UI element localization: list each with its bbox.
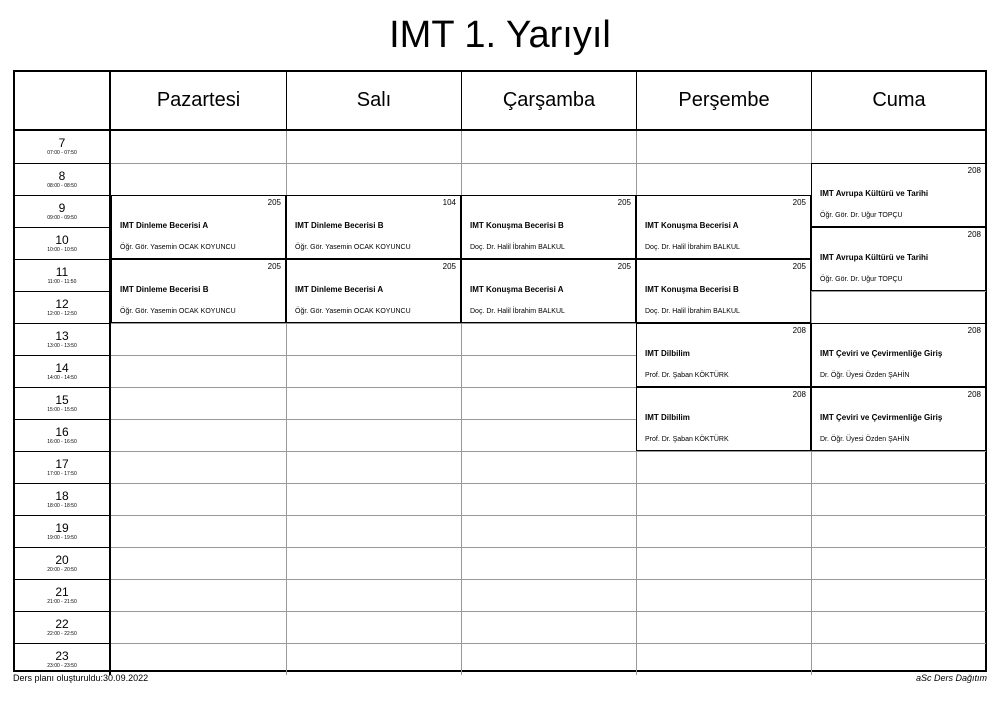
empty-slot[interactable] [811, 515, 986, 547]
lesson-room: 208 [792, 390, 806, 399]
lesson-teacher: Öğr. Gör. Dr. Uğur TOPÇU [820, 276, 903, 283]
lesson-card[interactable] [811, 323, 986, 387]
empty-slot[interactable] [636, 163, 811, 195]
empty-slot[interactable] [111, 515, 286, 547]
period-time-range: 12:00 - 12:50 [47, 311, 77, 317]
period-time-range: 18:00 - 18:50 [47, 503, 77, 509]
empty-slot[interactable] [636, 643, 811, 675]
period-number: 23 [55, 649, 69, 663]
day-header: Pazartesi [111, 72, 286, 131]
lesson-teacher: Doç. Dr. Halil İbrahim BALKUL [645, 308, 740, 315]
period-cell [15, 547, 111, 579]
empty-slot[interactable] [461, 515, 636, 547]
day-header: Cuma [811, 72, 986, 131]
period-time-range: 22:00 - 22:50 [47, 631, 77, 637]
period-time-range: 10:00 - 10:50 [47, 247, 77, 253]
day-header: Salı [286, 72, 461, 131]
period-number: 13 [55, 329, 69, 343]
empty-slot[interactable] [461, 451, 636, 483]
empty-slot[interactable] [461, 483, 636, 515]
software-credit: aSc Ders Dağıtım [915, 673, 987, 683]
empty-slot[interactable] [461, 323, 636, 355]
lesson-room: 205 [792, 198, 806, 207]
empty-slot[interactable] [111, 483, 286, 515]
lesson-course: IMT Dinleme Becerisi B [120, 285, 209, 294]
period-cell [15, 291, 111, 323]
lesson-room: 104 [442, 198, 456, 207]
empty-slot[interactable] [461, 419, 636, 451]
lesson-course: IMT Avrupa Kültürü ve Tarihi [820, 253, 929, 262]
empty-slot[interactable] [286, 643, 461, 675]
period-number: 17 [55, 457, 69, 471]
empty-slot[interactable] [461, 355, 636, 387]
lesson-card[interactable] [811, 387, 986, 451]
lesson-course: IMT Dilbilim [645, 413, 690, 422]
lesson-card[interactable] [636, 323, 811, 387]
empty-slot[interactable] [461, 547, 636, 579]
empty-slot[interactable] [286, 131, 461, 163]
period-time-range: 20:00 - 20:50 [47, 567, 77, 573]
lesson-teacher: Dr. Öğr. Üyesi Özden ŞAHİN [820, 372, 910, 379]
empty-slot[interactable] [461, 611, 636, 643]
lesson-room: 208 [967, 390, 981, 399]
empty-slot[interactable] [111, 163, 286, 195]
period-cell [15, 643, 111, 675]
period-cell [15, 131, 111, 163]
empty-slot[interactable] [811, 579, 986, 611]
lesson-course: IMT Dilbilim [645, 349, 690, 358]
timetable-grid [13, 70, 987, 672]
empty-slot[interactable] [461, 163, 636, 195]
created-date: Ders planı oluşturuldu:30.09.2022 [13, 673, 149, 683]
period-cell [15, 515, 111, 547]
period-time-range: 23:00 - 23:50 [47, 663, 77, 669]
empty-slot[interactable] [111, 387, 286, 419]
empty-slot[interactable] [461, 131, 636, 163]
period-cell [15, 355, 111, 387]
period-cell [15, 259, 111, 291]
empty-slot[interactable] [636, 131, 811, 163]
empty-slot[interactable] [811, 131, 986, 163]
empty-slot[interactable] [286, 515, 461, 547]
lesson-card[interactable] [636, 259, 811, 323]
empty-slot[interactable] [811, 291, 986, 323]
period-cell [15, 483, 111, 515]
empty-slot[interactable] [461, 579, 636, 611]
empty-slot[interactable] [286, 163, 461, 195]
lesson-card[interactable] [461, 259, 636, 323]
lesson-room: 208 [967, 326, 981, 335]
empty-slot[interactable] [636, 451, 811, 483]
lesson-teacher: Doç. Dr. Halil İbrahim BALKUL [470, 308, 565, 315]
empty-slot[interactable] [461, 387, 636, 419]
empty-slot[interactable] [111, 611, 286, 643]
lesson-course: IMT Çeviri ve Çevirmenliğe Giriş [820, 413, 943, 422]
period-cell [15, 611, 111, 643]
empty-slot[interactable] [111, 547, 286, 579]
lesson-course: IMT Avrupa Kültürü ve Tarihi [820, 189, 929, 198]
period-cell [15, 195, 111, 227]
period-number: 16 [55, 425, 69, 439]
lesson-teacher: Doç. Dr. Halil İbrahim BALKUL [470, 244, 565, 251]
empty-slot[interactable] [286, 419, 461, 451]
period-cell [15, 323, 111, 355]
period-number: 18 [55, 489, 69, 503]
period-number: 19 [55, 521, 69, 535]
empty-slot[interactable] [286, 579, 461, 611]
lesson-card[interactable] [461, 195, 636, 259]
lesson-room: 205 [792, 262, 806, 271]
period-time-range: 15:00 - 15:50 [47, 407, 77, 413]
empty-slot[interactable] [636, 547, 811, 579]
lesson-course: IMT Dinleme Becerisi A [120, 221, 209, 230]
empty-slot[interactable] [811, 611, 986, 643]
period-cell [15, 579, 111, 611]
empty-slot[interactable] [636, 515, 811, 547]
lesson-course: IMT Konuşma Becerisi B [645, 285, 739, 294]
period-time-range: 09:00 - 09:50 [47, 215, 77, 221]
period-time-range: 16:00 - 16:50 [47, 439, 77, 445]
period-number: 22 [55, 617, 69, 631]
lesson-teacher: Öğr. Gör. Yasemin OCAK KOYUNCU [120, 308, 236, 315]
period-time-range: 07:00 - 07:50 [47, 150, 77, 156]
lesson-course: IMT Konuşma Becerisi B [470, 221, 564, 230]
empty-slot[interactable] [111, 355, 286, 387]
lesson-course: IMT Dinleme Becerisi A [295, 285, 384, 294]
period-time-range: 19:00 - 19:50 [47, 535, 77, 541]
empty-slot[interactable] [286, 547, 461, 579]
period-cell [15, 419, 111, 451]
empty-slot[interactable] [286, 355, 461, 387]
lesson-card[interactable] [286, 259, 461, 323]
corner-cell [15, 72, 111, 131]
empty-slot[interactable] [636, 579, 811, 611]
period-number: 9 [58, 201, 66, 215]
period-number: 20 [55, 553, 69, 567]
lesson-room: 208 [967, 166, 981, 175]
lesson-card[interactable] [286, 195, 461, 259]
period-number: 21 [55, 585, 69, 599]
empty-slot[interactable] [636, 611, 811, 643]
lesson-teacher: Öğr. Gör. Yasemin OCAK KOYUNCU [120, 244, 236, 251]
lesson-course: IMT Konuşma Becerisi A [645, 221, 739, 230]
period-cell [15, 387, 111, 419]
empty-slot[interactable] [286, 451, 461, 483]
lesson-room: 205 [267, 198, 281, 207]
day-header: Çarşamba [461, 72, 636, 131]
empty-slot[interactable] [111, 323, 286, 355]
empty-slot[interactable] [111, 131, 286, 163]
lesson-teacher: Öğr. Gör. Yasemin OCAK KOYUNCU [295, 244, 411, 251]
period-number: 14 [55, 361, 69, 375]
page-title: IMT 1. Yarıyıl [389, 14, 611, 56]
lesson-course: IMT Çeviri ve Çevirmenliğe Giriş [820, 349, 943, 358]
period-time-range: 21:00 - 21:50 [47, 599, 77, 605]
empty-slot[interactable] [286, 323, 461, 355]
empty-slot[interactable] [111, 579, 286, 611]
period-time-range: 11:00 - 11:50 [47, 279, 77, 285]
period-cell [15, 451, 111, 483]
period-number: 11 [55, 265, 69, 279]
period-time-range: 08:00 - 08:50 [47, 183, 77, 189]
lesson-card[interactable] [111, 259, 286, 323]
empty-slot[interactable] [461, 643, 636, 675]
lesson-card[interactable] [636, 387, 811, 451]
period-number: 7 [58, 136, 66, 150]
lesson-teacher: Öğr. Gör. Dr. Uğur TOPÇU [820, 212, 903, 219]
period-cell [15, 163, 111, 195]
lesson-teacher: Prof. Dr. Şaban KÖKTÜRK [645, 436, 729, 443]
period-cell [15, 227, 111, 259]
lesson-teacher: Doç. Dr. Halil İbrahim BALKUL [645, 244, 740, 251]
empty-slot[interactable] [111, 419, 286, 451]
empty-slot[interactable] [286, 483, 461, 515]
lesson-course: IMT Konuşma Becerisi A [470, 285, 564, 294]
empty-slot[interactable] [111, 451, 286, 483]
empty-slot[interactable] [811, 483, 986, 515]
period-time-range: 14:00 - 14:50 [47, 375, 77, 381]
period-number: 8 [58, 169, 66, 183]
empty-slot[interactable] [811, 643, 986, 675]
lesson-teacher: Dr. Öğr. Üyesi Özden ŞAHİN [820, 436, 910, 443]
period-number: 15 [55, 393, 69, 407]
lesson-card[interactable] [636, 195, 811, 259]
empty-slot[interactable] [811, 451, 986, 483]
lesson-card[interactable] [811, 163, 986, 227]
lesson-room: 208 [792, 326, 806, 335]
empty-slot[interactable] [286, 611, 461, 643]
empty-slot[interactable] [636, 483, 811, 515]
period-time-range: 17:00 - 17:50 [47, 471, 77, 477]
period-time-range: 13:00 - 13:50 [47, 343, 77, 349]
period-number: 12 [55, 297, 69, 311]
empty-slot[interactable] [286, 387, 461, 419]
lesson-course: IMT Dinleme Becerisi B [295, 221, 384, 230]
empty-slot[interactable] [811, 547, 986, 579]
lesson-room: 208 [967, 230, 981, 239]
day-header: Perşembe [636, 72, 811, 131]
lesson-room: 205 [267, 262, 281, 271]
empty-slot[interactable] [111, 643, 286, 675]
lesson-teacher: Prof. Dr. Şaban KÖKTÜRK [645, 372, 729, 379]
lesson-room: 205 [442, 262, 456, 271]
lesson-card[interactable] [811, 227, 986, 291]
lesson-room: 205 [617, 262, 631, 271]
lesson-card[interactable] [111, 195, 286, 259]
lesson-teacher: Öğr. Gör. Yasemin OCAK KOYUNCU [295, 308, 411, 315]
lesson-room: 205 [617, 198, 631, 207]
period-number: 10 [55, 233, 69, 247]
